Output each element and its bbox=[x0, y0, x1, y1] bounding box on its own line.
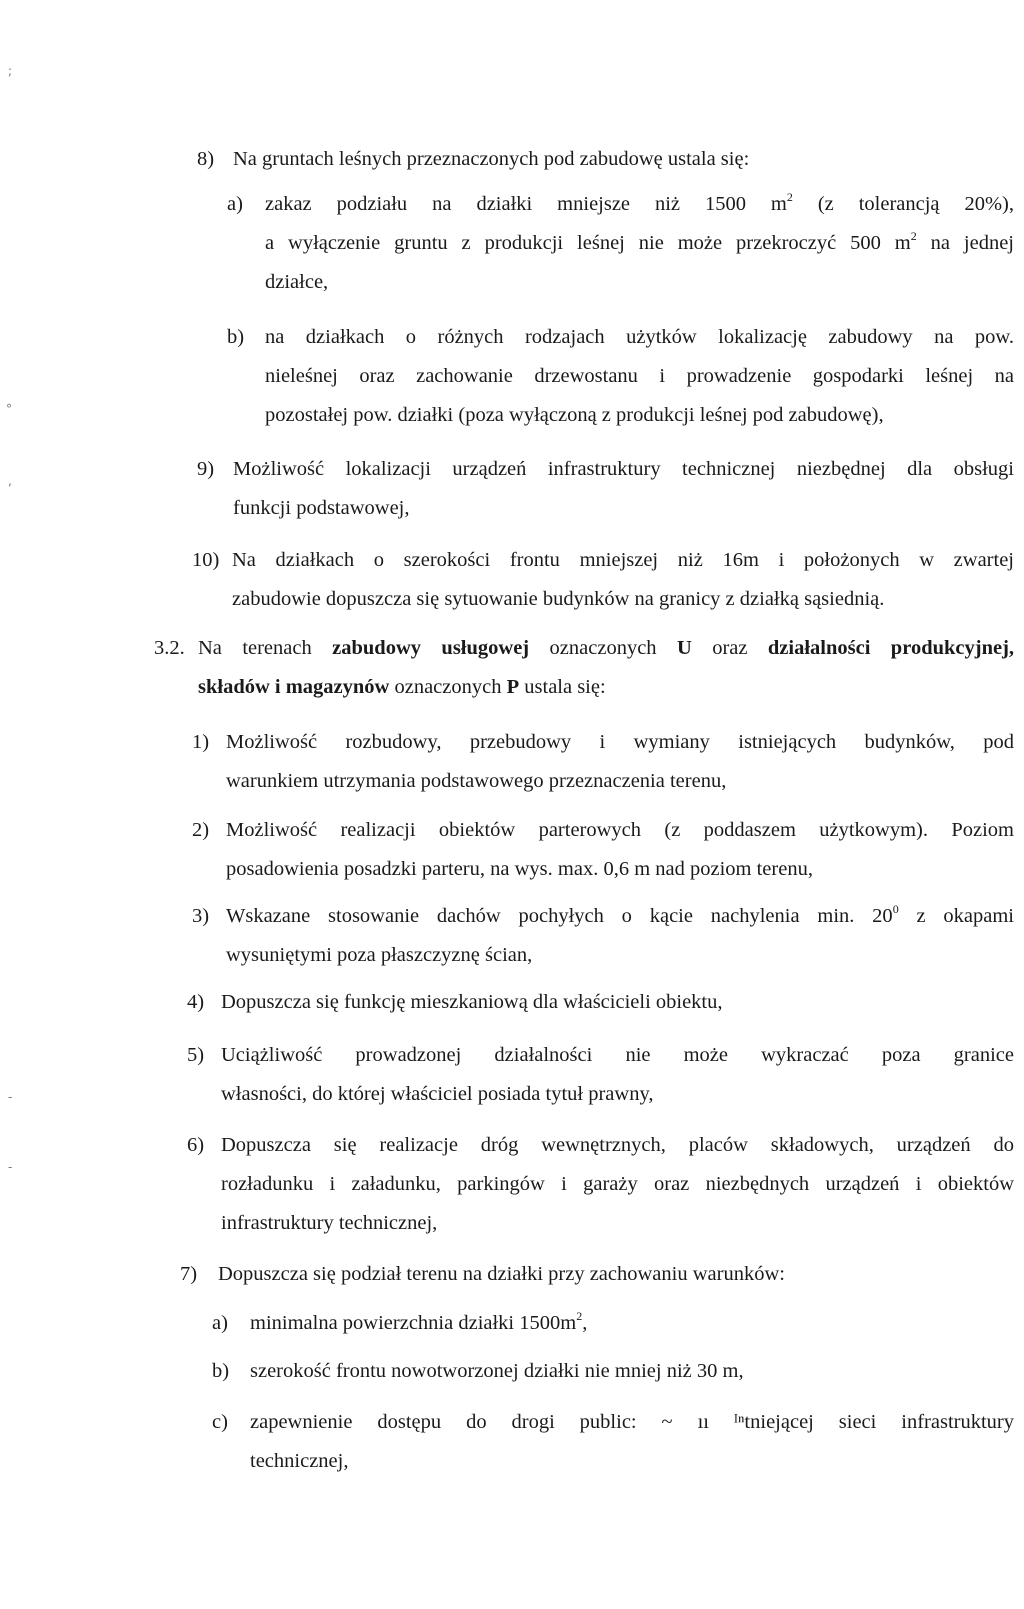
scan-speck: - bbox=[8, 1160, 13, 1174]
section-3-2 bbox=[154, 629, 1014, 709]
text-line: Na działkach o szerokości frontu mniejszej niż 16m i położonych w zwartej bbox=[232, 549, 1014, 571]
text-line: Możliwość lokalizacji urządzeń infrastruktury technicznej niezbędnej dla obsługi bbox=[233, 458, 1014, 480]
text-line: zabudowie dopuszcza się sytuowanie budynków na granicy z działką sąsiednią. bbox=[232, 588, 885, 610]
item-label: 2) bbox=[192, 819, 210, 841]
text-line: warunkiem utrzymania podstawowego przeznaczenia terenu, bbox=[226, 770, 727, 792]
item-label: a) bbox=[227, 193, 243, 215]
text-line: infrastruktury technicznej, bbox=[221, 1212, 438, 1234]
item-5 bbox=[187, 1036, 1014, 1116]
text-line: rozładunku i załadunku, parkingów i garaży oraz niezbędnych urządzeń i obiektów bbox=[221, 1173, 1014, 1195]
scan-speck: ° bbox=[6, 402, 12, 416]
item-label: 9) bbox=[197, 458, 215, 480]
text-line: pozostałej pow. działki (poza wyłączoną z produkcji leśnej pod zabudowę), bbox=[265, 404, 884, 426]
item-text: Dopuszcza się podział terenu na działki przy zachowaniu warunków: bbox=[218, 1263, 785, 1285]
text-line: a wyłączenie gruntu z produkcji leśnej nie może przekroczyć 500 $m^2$ na jednej bbox=[265, 229, 1014, 254]
text-line: Dopuszcza się realizacje dróg wewnętrznych, placów składowych, urządzeń do bbox=[221, 1134, 1014, 1156]
item-label: 7) bbox=[180, 1263, 198, 1285]
text-line: technicznej, bbox=[250, 1450, 349, 1472]
text-line: Możliwość rozbudowy, przebudowy i wymiany istniejących budynków, pod bbox=[226, 731, 1014, 753]
text-line: składów i magazynów oznaczonych P ustala się: bbox=[198, 676, 606, 698]
item-label: a) bbox=[212, 1312, 228, 1334]
item-label: 6) bbox=[187, 1134, 205, 1156]
item-10 bbox=[192, 541, 1014, 621]
text-line: działce, bbox=[265, 271, 329, 293]
section-number: 3.2. bbox=[154, 637, 185, 659]
item-8a bbox=[227, 185, 1014, 305]
item-8b bbox=[227, 318, 1014, 438]
item-label: b) bbox=[227, 326, 245, 348]
item-label: 8) bbox=[197, 148, 215, 170]
item-7c bbox=[212, 1403, 1014, 1483]
text-line: własności, do której właściciel posiada tytuł prawny, bbox=[221, 1083, 654, 1105]
item-label: 3) bbox=[192, 905, 210, 927]
text-line: nieleśnej oraz zachowanie drzewostanu i prowadzenie gospodarki leśnej na bbox=[265, 365, 1014, 387]
item-label: c) bbox=[212, 1411, 228, 1433]
text-line: Wskazane stosowanie dachów pochyłych o kącie nachylenia min. $20^0$ z okapami bbox=[226, 902, 1014, 927]
text-line: Na terenach zabudowy usługowej oznaczonych U oraz działalności produkcyjnej, bbox=[198, 637, 1015, 659]
item-text: minimalna powierzchnia działki $1500m^2$, bbox=[250, 1309, 588, 1334]
item-label: 1) bbox=[192, 731, 210, 753]
text-line: zakaz podziału na działki mniejsze niż 1500 $m^2$ (z tolerancją 20%), bbox=[265, 190, 1015, 215]
item-label: 4) bbox=[187, 991, 205, 1013]
item-2 bbox=[192, 811, 1014, 891]
text-line: zapewnienie dostępu do drogi public: ~ ıı ᴵⁿtniejącej sieci infrastruktury bbox=[250, 1411, 1014, 1433]
item-text: szerokość frontu nowotworzonej działki nie mniej niż 30 m, bbox=[250, 1360, 744, 1382]
item-1 bbox=[192, 723, 1014, 803]
item-6 bbox=[187, 1126, 1014, 1246]
scan-speck: - bbox=[8, 1090, 13, 1104]
text-line: Możliwość realizacji obiektów parterowych (z poddaszem użytkowym). Poziom bbox=[226, 819, 1014, 841]
text-line: na działkach o różnych rodzajach użytków lokalizację zabudowy na pow. bbox=[265, 326, 1014, 348]
item-label: b) bbox=[212, 1360, 230, 1382]
item-label: 5) bbox=[187, 1044, 205, 1066]
text-line: posadowienia posadzki parteru, na wys. max. 0,6 m nad poziom terenu, bbox=[226, 858, 813, 880]
scan-speck: ; bbox=[8, 64, 13, 78]
item-9 bbox=[197, 450, 1014, 530]
item-label: 10) bbox=[192, 549, 220, 571]
scan-speck: , bbox=[8, 474, 12, 488]
text-line: wysuniętymi poza płaszczyznę ścian, bbox=[226, 944, 533, 966]
item-text: Na gruntach leśnych przeznaczonych pod zabudowę ustala się: bbox=[233, 148, 750, 170]
item-3 bbox=[192, 897, 1014, 977]
item-text: Dopuszcza się funkcję mieszkaniową dla właścicieli obiektu, bbox=[221, 991, 723, 1013]
text-line: Uciążliwość prowadzonej działalności nie może wykraczać poza granice bbox=[221, 1044, 1014, 1066]
text-line: funkcji podstawowej, bbox=[233, 497, 410, 519]
